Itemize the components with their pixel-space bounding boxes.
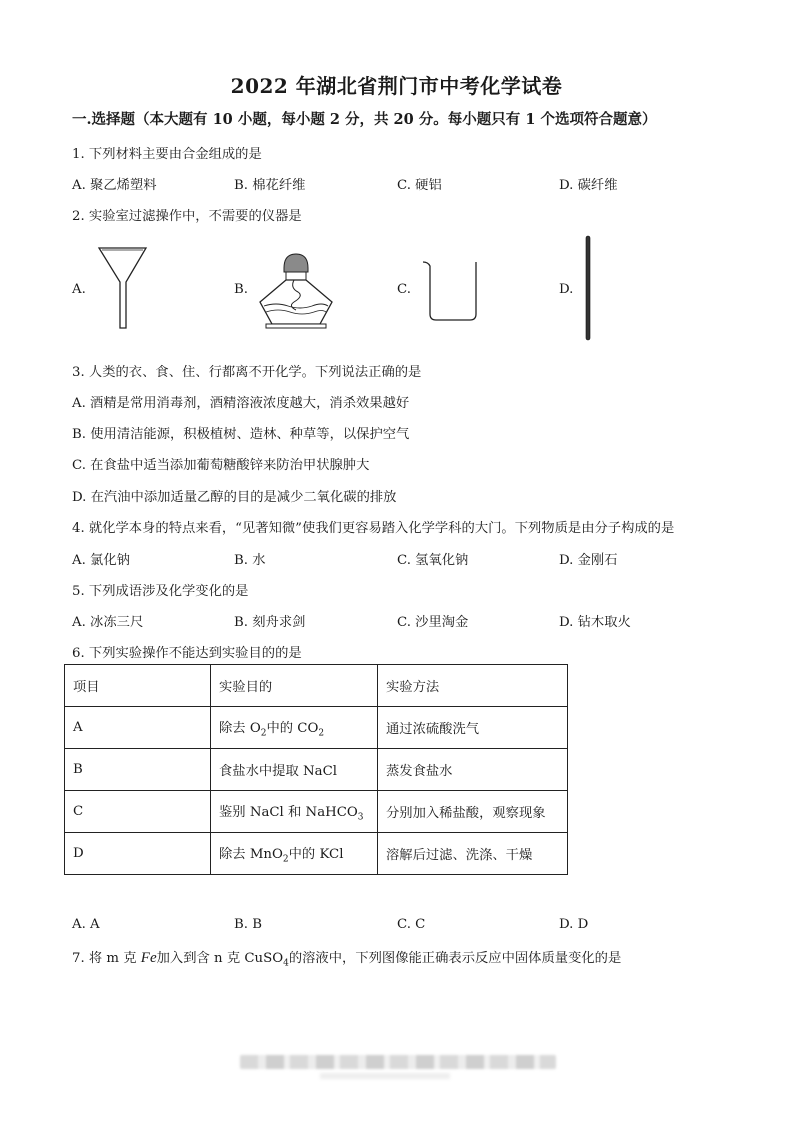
q2-stem: 2. 实验室过滤操作中，不需要的仪器是 [72, 209, 302, 224]
q5-option-c[interactable]: C. 沙里淘金 [397, 615, 469, 630]
q2-option-c[interactable]: C. [397, 282, 411, 297]
table-row [65, 707, 568, 749]
q4-option-a[interactable]: A. 氯化钠 [72, 553, 130, 568]
row-method: 蒸发食盐水 [378, 749, 568, 791]
alcohol-lamp-icon [256, 250, 336, 330]
q3-option-a[interactable]: A. 酒精是常用消毒剂，酒精溶液浓度越大，消杀效果越好 [72, 396, 410, 411]
q5-option-b[interactable]: B. 刻舟求剑 [234, 615, 306, 630]
q4-option-c[interactable]: C. 氢氧化钠 [397, 553, 469, 568]
table-header-row [65, 665, 568, 707]
header-method: 实验方法 [378, 665, 568, 707]
q6-stem: 6. 下列实验操作不能达到实验目的的是 [72, 646, 302, 661]
q5-stem: 5. 下列成语涉及化学变化的是 [72, 584, 249, 599]
blurred-footer-line [320, 1073, 450, 1079]
q5-option-d[interactable]: D. 钻木取火 [559, 615, 631, 630]
q1-option-d[interactable]: D. 碳纤维 [559, 178, 618, 193]
q4-option-b[interactable]: B. 水 [234, 553, 266, 568]
q6-option-d[interactable]: D. D [559, 917, 589, 932]
q3-stem: 3. 人类的衣、食、住、行都离不开化学。下列说法正确的是 [72, 365, 422, 380]
q7-stem: 7. 将 m 克 Fe加入到含 n 克 CuSO$_4$的溶液中，下列图像能正确表示反应中固体质量变化的是 [72, 950, 622, 969]
q4-stem: 4. 就化学本身的特点来看，“见著知微”使我们更容易踏入化学学科的大门。下列物质是由分子构成的是 [72, 521, 675, 536]
row-method: 通过浓硫酸洗气 [378, 707, 568, 749]
row-method: 溶解后过滤、洗涤、干燥 [378, 833, 568, 875]
table-row [65, 749, 568, 791]
row-item: A [65, 707, 211, 749]
table-row [65, 791, 568, 833]
experiment-table [64, 664, 568, 875]
q1-option-c[interactable]: C. 硬铝 [397, 178, 442, 193]
q2-option-a[interactable]: A. [72, 282, 86, 297]
q3-option-c[interactable]: C. 在食盐中适当添加葡萄糖酸锌来防治甲状腺肿大 [72, 458, 370, 473]
section-heading: 一.选择题（本大题有 10 小题，每小题 2 分，共 20 分。每小题只有 1 个选项符合题意） [72, 111, 657, 128]
table-row [65, 833, 568, 875]
beaker-icon [420, 258, 480, 324]
q6-option-a[interactable]: A. A [72, 917, 100, 932]
row-item: D [65, 833, 211, 875]
q3-option-b[interactable]: B. 使用清洁能源，积极植树、造林、种草等，以保护空气 [72, 427, 410, 442]
q1-stem: 1. 下列材料主要由合金组成的是 [72, 147, 262, 162]
row-purpose: 食盐水中提取 NaCl [211, 749, 378, 791]
row-purpose: 除去 $O_2$中的 $CO_2$ [211, 707, 378, 749]
header-purpose: 实验目的 [211, 665, 378, 707]
page-title: 2022 年湖北省荆门市中考化学试卷 [230, 74, 563, 98]
q6-option-c[interactable]: C. C [397, 917, 426, 932]
row-purpose: 鉴别 NaCl 和 NaHCO$_3$ [211, 791, 378, 833]
blurred-footer [240, 1055, 556, 1069]
row-item: C [65, 791, 211, 833]
header-item: 项目 [65, 665, 211, 707]
q1-option-b[interactable]: B. 棉花纤维 [234, 178, 306, 193]
row-purpose: 除去 MnO$_2$中的 KCl [211, 833, 378, 875]
row-item: B [65, 749, 211, 791]
q4-option-d[interactable]: D. 金刚石 [559, 553, 618, 568]
row-method: 分别加入稀盐酸，观察现象 [378, 791, 568, 833]
funnel-icon [96, 244, 150, 332]
glass-rod-icon [582, 234, 594, 342]
q1-option-a[interactable]: A. 聚乙烯塑料 [72, 178, 157, 193]
q2-option-d[interactable]: D. [559, 282, 574, 297]
q6-option-b[interactable]: B. B [234, 917, 262, 932]
q3-option-d[interactable]: D. 在汽油中添加适量乙醇的目的是减少二氧化碳的排放 [72, 490, 397, 505]
q2-option-b[interactable]: B. [234, 282, 248, 297]
q5-option-a[interactable]: A. 冰冻三尺 [72, 615, 144, 630]
